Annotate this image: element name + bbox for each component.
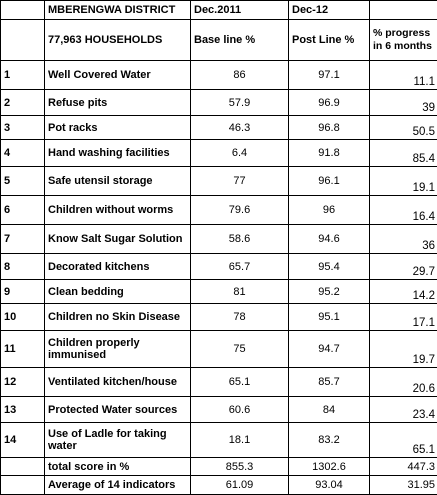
row-indicator: Ventilated kitchen/house — [45, 368, 191, 397]
row-baseline: 58.6 — [191, 225, 289, 254]
row-baseline: 60.6 — [191, 397, 289, 423]
row-number: 1 — [1, 61, 45, 90]
row-number: 11 — [1, 331, 45, 368]
row-baseline: 78 — [191, 304, 289, 331]
average-row — [1, 476, 437, 495]
table-row — [1, 397, 437, 423]
row-baseline: 65.7 — [191, 254, 289, 280]
row-postline: 96.8 — [289, 116, 370, 140]
table-row — [1, 331, 437, 368]
row-baseline: 81 — [191, 280, 289, 304]
row-progress: 36 — [370, 225, 437, 254]
header-blank-cell — [1, 20, 45, 61]
row-progress: 65.1 — [370, 423, 437, 458]
row-number: 4 — [1, 140, 45, 167]
row-postline: 84 — [289, 397, 370, 423]
row-indicator: Safe utensil storage — [45, 167, 191, 196]
row-indicator: Pot racks — [45, 116, 191, 140]
row-progress: 39 — [370, 90, 437, 116]
average-label: Average of 14 indicators — [45, 476, 191, 495]
table-row — [1, 423, 437, 458]
row-progress: 19.7 — [370, 331, 437, 368]
row-indicator: Refuse pits — [45, 90, 191, 116]
row-number: 9 — [1, 280, 45, 304]
progress-column-header: % progress in 6 months — [370, 20, 437, 61]
header-blank-cell — [1, 1, 45, 20]
row-number: 14 — [1, 423, 45, 458]
total-blank-cell — [1, 458, 45, 476]
row-baseline: 57.9 — [191, 90, 289, 116]
row-baseline: 18.1 — [191, 423, 289, 458]
row-progress: 19.1 — [370, 167, 437, 196]
header-row-district — [1, 1, 437, 20]
table-row — [1, 304, 437, 331]
table-row — [1, 167, 437, 196]
table-row — [1, 368, 437, 397]
row-postline: 94.7 — [289, 331, 370, 368]
row-baseline: 77 — [191, 167, 289, 196]
row-postline: 97.1 — [289, 61, 370, 90]
households-label: 77,963 HOUSEHOLDS — [45, 20, 191, 61]
row-indicator: Well Covered Water — [45, 61, 191, 90]
row-progress: 50.5 — [370, 116, 437, 140]
row-progress: 29.7 — [370, 254, 437, 280]
row-indicator: Clean bedding — [45, 280, 191, 304]
row-postline: 85.7 — [289, 368, 370, 397]
row-indicator: Children without worms — [45, 196, 191, 225]
table-row — [1, 254, 437, 280]
row-baseline: 75 — [191, 331, 289, 368]
row-postline: 96.1 — [289, 167, 370, 196]
total-base: 855.3 — [191, 458, 289, 476]
row-baseline: 86 — [191, 61, 289, 90]
row-postline: 83.2 — [289, 423, 370, 458]
row-number: 13 — [1, 397, 45, 423]
row-progress: 11.1 — [370, 61, 437, 90]
average-base: 61.09 — [191, 476, 289, 495]
header-row-columns — [1, 20, 437, 61]
row-baseline: 6.4 — [191, 140, 289, 167]
row-progress: 20.6 — [370, 368, 437, 397]
table-row — [1, 225, 437, 254]
average-post: 93.04 — [289, 476, 370, 495]
table-row — [1, 196, 437, 225]
average-blank-cell — [1, 476, 45, 495]
row-postline: 96.9 — [289, 90, 370, 116]
row-number: 3 — [1, 116, 45, 140]
row-indicator: Children properly immunised — [45, 331, 191, 368]
row-number: 7 — [1, 225, 45, 254]
row-number: 5 — [1, 167, 45, 196]
row-number: 8 — [1, 254, 45, 280]
total-post: 1302.6 — [289, 458, 370, 476]
total-row — [1, 458, 437, 476]
row-number: 12 — [1, 368, 45, 397]
total-progress: 447.3 — [370, 458, 437, 476]
average-progress: 31.95 — [370, 476, 437, 495]
row-number: 10 — [1, 304, 45, 331]
row-number: 2 — [1, 90, 45, 116]
district-name: MBERENGWA DISTRICT — [45, 1, 191, 20]
row-progress: 23.4 — [370, 397, 437, 423]
row-indicator: Hand washing facilities — [45, 140, 191, 167]
row-indicator: Decorated kitchens — [45, 254, 191, 280]
table-row — [1, 90, 437, 116]
row-progress: 17.1 — [370, 304, 437, 331]
post-date: Dec-12 — [289, 1, 370, 20]
row-indicator: Children no Skin Disease — [45, 304, 191, 331]
header-blank-cell — [370, 1, 437, 20]
row-postline: 95.4 — [289, 254, 370, 280]
row-indicator: Protected Water sources — [45, 397, 191, 423]
row-postline: 96 — [289, 196, 370, 225]
row-baseline: 79.6 — [191, 196, 289, 225]
row-baseline: 46.3 — [191, 116, 289, 140]
post-column-header: Post Line % — [289, 20, 370, 61]
row-postline: 94.6 — [289, 225, 370, 254]
total-label: total score in % — [45, 458, 191, 476]
row-progress: 16.4 — [370, 196, 437, 225]
table-row — [1, 140, 437, 167]
base-date: Dec.2011 — [191, 1, 289, 20]
row-postline: 91.8 — [289, 140, 370, 167]
table-row — [1, 116, 437, 140]
row-indicator: Use of Ladle for taking water — [45, 423, 191, 458]
row-progress: 85.4 — [370, 140, 437, 167]
table-row — [1, 61, 437, 90]
base-column-header: Base line % — [191, 20, 289, 61]
row-postline: 95.1 — [289, 304, 370, 331]
row-number: 6 — [1, 196, 45, 225]
table-row — [1, 280, 437, 304]
row-baseline: 65.1 — [191, 368, 289, 397]
row-postline: 95.2 — [289, 280, 370, 304]
row-indicator: Know Salt Sugar Solution — [45, 225, 191, 254]
row-progress: 14.2 — [370, 280, 437, 304]
